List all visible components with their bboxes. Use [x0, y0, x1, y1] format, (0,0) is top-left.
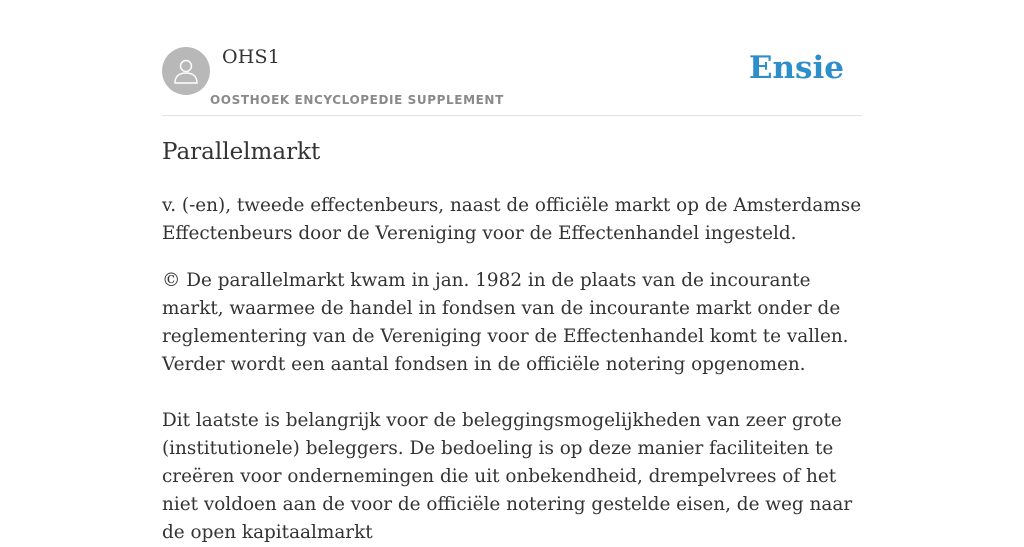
entry-header — [162, 0, 862, 116]
entry-page — [162, 0, 862, 543]
ensie-logo-link[interactable]: Ensie — [748, 50, 844, 86]
source-name[interactable]: OOSTHOEK ENCYCLOPEDIE SUPPLEMENT — [210, 93, 504, 107]
source-code[interactable]: OHS1 — [222, 46, 281, 68]
source-avatar[interactable] — [162, 47, 210, 95]
entry-title: Parallelmarkt — [162, 139, 321, 165]
entry-paragraph: v. (-en), tweede effectenbeurs, naast de officiële markt op de Amsterdamse Effectenbeurs door de Vereniging voor de Effectenhandel ingesteld. — [162, 195, 862, 244]
entry-paragraph: © De parallelmarkt kwam in jan. 1982 in de plaats van de incourante markt, waarmee de handel in fondsen van de incourante markt onder de reglementering van de Vereniging voor de Effectenhandel komt te vallen. Verder wordt een aantal fondsen in de officiële notering opgenomen. — [162, 270, 849, 375]
user-silhouette-icon — [171, 56, 201, 86]
entry-paragraph: Dit laatste is belangrijk voor de beleggingsmogelijkheden van zeer grote (institutionele) beleggers. De bedoeling is op deze manier faciliteiten te creëren voor ondernemingen die uit onbekendheid, drempelvrees of het niet voldoen aan de voor de officiële notering gestelde eisen, de weg naar de open kapitaalmarkt — [162, 410, 853, 543]
